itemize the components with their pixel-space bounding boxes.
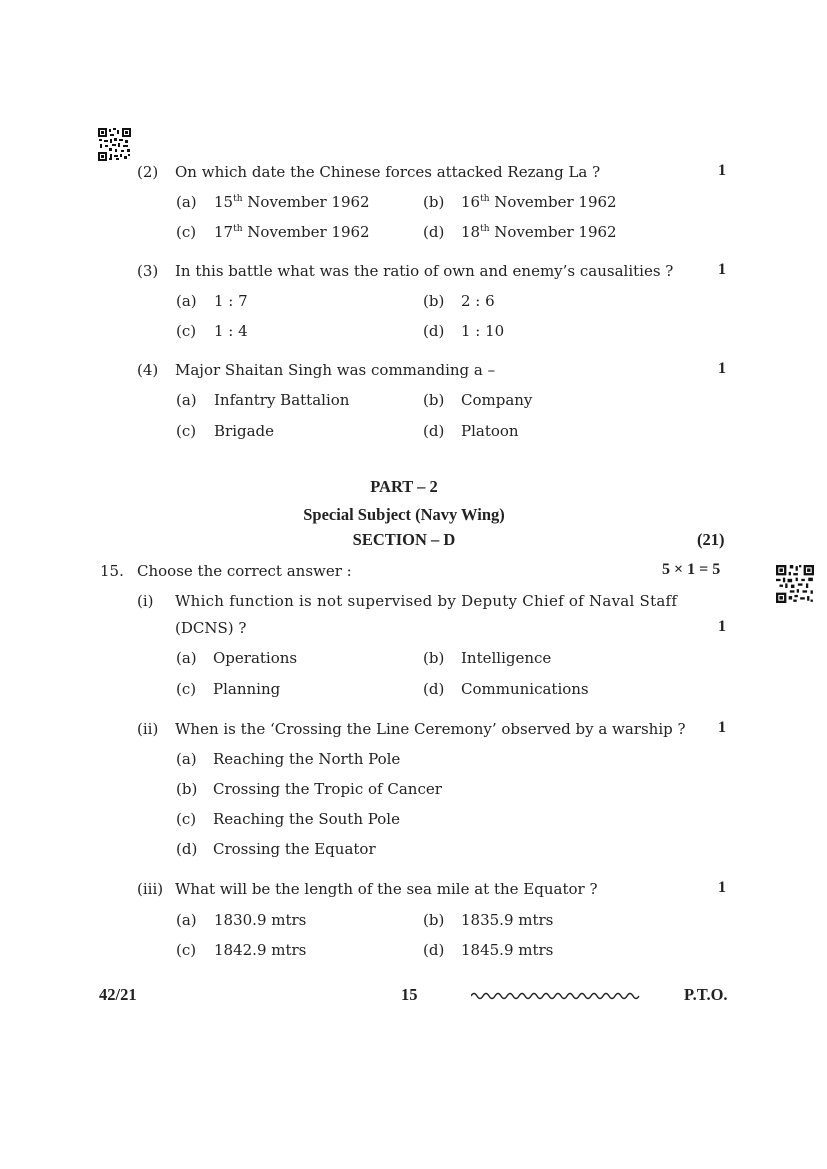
question-4-text: Major Shaitan Singh was commanding a –: [175, 361, 496, 379]
qr-code-icon: [776, 565, 814, 603]
option-label: (d): [423, 223, 445, 241]
option-label: (b): [423, 911, 445, 929]
option-text: Reaching the South Pole: [213, 810, 400, 828]
question-i-marks: 1: [718, 618, 726, 635]
section-marks: (21): [697, 530, 725, 549]
wavy-line-icon: [471, 990, 643, 1002]
question-ii-text: When is the ‘Crossing the Line Ceremony’ observed by a warship ?: [175, 720, 686, 738]
option-label: (c): [176, 422, 197, 440]
option-text: Intelligence: [461, 649, 552, 667]
option-text: 15th November 1962: [214, 193, 370, 211]
option-text: Communications: [461, 680, 589, 698]
option-text: 2 : 6: [461, 292, 495, 310]
option-text: 1830.9 mtrs: [214, 911, 307, 929]
question-3-text: In this battle what was the ratio of own and enemy’s causalities ?: [175, 262, 674, 280]
option-text: 1 : 10: [461, 322, 505, 340]
subject-title: Special Subject (Navy Wing): [303, 505, 505, 524]
option-text: Brigade: [214, 422, 275, 440]
footer-pto: P.T.O.: [684, 985, 728, 1004]
option-text: Planning: [213, 680, 281, 698]
section-title: SECTION – D: [352, 530, 456, 549]
option-text: 18th November 1962: [461, 223, 617, 241]
option-text: 1 : 7: [214, 292, 248, 310]
question-ii-number: (ii): [137, 720, 159, 738]
option-text: 1845.9 mtrs: [461, 941, 554, 959]
option-label: (b): [176, 780, 198, 798]
question-2-marks: 1: [718, 162, 726, 179]
option-label: (c): [176, 322, 197, 340]
option-text: 1835.9 mtrs: [461, 911, 554, 929]
option-text: 1842.9 mtrs: [214, 941, 307, 959]
option-label: (c): [176, 680, 197, 698]
question-2-text: On which date the Chinese forces attacked Rezang La ?: [175, 163, 601, 181]
question-3-marks: 1: [718, 261, 726, 278]
option-label: (c): [176, 810, 197, 828]
option-label: (d): [176, 840, 198, 858]
question-i-text-line1: Which function is not supervised by Deputy Chief of Naval Staff: [175, 592, 678, 610]
qr-code-icon: [98, 128, 131, 161]
option-text: 17th November 1962: [214, 223, 370, 241]
option-text: Platoon: [461, 422, 519, 440]
option-label: (a): [176, 649, 197, 667]
option-text: Operations: [213, 649, 298, 667]
option-label: (d): [423, 941, 445, 959]
question-iii-marks: 1: [718, 879, 726, 896]
question-iii-number: (iii): [137, 880, 164, 898]
option-label: (a): [176, 292, 197, 310]
option-label: (a): [176, 193, 197, 211]
question-4-number: (4): [137, 361, 159, 379]
question-4-marks: 1: [718, 360, 726, 377]
option-label: (d): [423, 322, 445, 340]
option-text: Crossing the Equator: [213, 840, 376, 858]
question-15-text: Choose the correct answer :: [137, 562, 352, 580]
question-15-marks: 5 × 1 = 5: [662, 561, 721, 578]
option-label: (b): [423, 292, 445, 310]
question-iii-text: What will be the length of the sea mile at the Equator ?: [175, 880, 598, 898]
option-text: Infantry Battalion: [214, 391, 350, 409]
option-label: (d): [423, 680, 445, 698]
footer-code: 42/21: [99, 985, 137, 1004]
option-text: Reaching the North Pole: [213, 750, 401, 768]
option-label: (a): [176, 911, 197, 929]
option-label: (d): [423, 422, 445, 440]
option-text: 16th November 1962: [461, 193, 617, 211]
question-ii-marks: 1: [718, 719, 726, 736]
option-label: (c): [176, 223, 197, 241]
option-label: (a): [176, 391, 197, 409]
option-label: (b): [423, 649, 445, 667]
option-label: (a): [176, 750, 197, 768]
option-label: (b): [423, 193, 445, 211]
question-2-number: (2): [137, 163, 159, 181]
question-3-number: (3): [137, 262, 159, 280]
footer-page-number: 15: [401, 985, 418, 1004]
option-text: Company: [461, 391, 533, 409]
question-15-number: 15.: [100, 562, 124, 580]
option-text: 1 : 4: [214, 322, 248, 340]
part-title: PART – 2: [370, 477, 438, 496]
question-i-number: (i): [137, 592, 154, 610]
option-label: (c): [176, 941, 197, 959]
question-i-text-line2: (DCNS) ?: [175, 619, 247, 637]
option-label: (b): [423, 391, 445, 409]
option-text: Crossing the Tropic of Cancer: [213, 780, 442, 798]
